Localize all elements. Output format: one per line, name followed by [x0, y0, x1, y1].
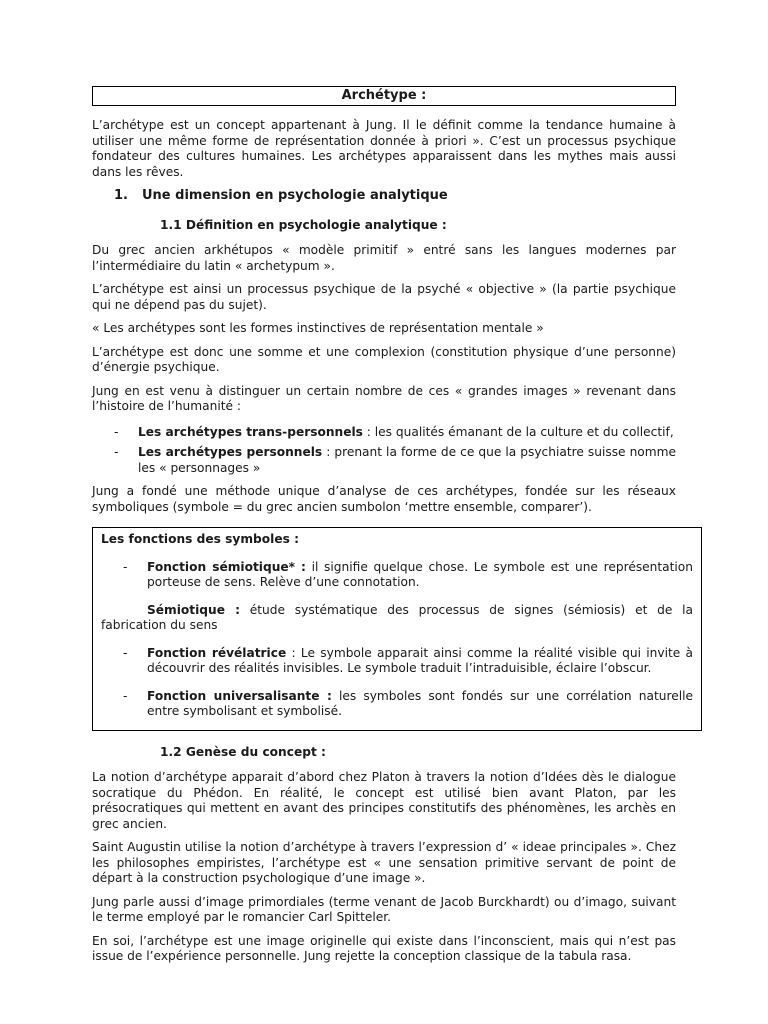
definition-text: étude systématique des processus de signes (sémiosis) et de la fabrication du sens: [101, 602, 693, 632]
semiotic-definition: [101, 603, 693, 634]
paragraph: Jung a fondé une méthode unique d’analyse de ces archétypes, fondée sur les réseaux symboliques (symbole = du grec ancien sumbolon ‘mettre ensemble, comparer’).: [92, 484, 676, 514]
list-item-term: Les archétypes personnels: [138, 445, 323, 459]
box-title: Les fonctions des symboles :: [101, 532, 299, 546]
function-text: : Le symbole apparait ainsi comme la réalité visible qui invite à découvrir des réalités invisibles. Le symbole traduit l’intraduisible, éclaire l’obscur.: [147, 645, 693, 675]
dash-bullet: -: [123, 688, 128, 703]
paragraph: Jung en est venu à distinguer un certain nombre de ces « grandes images » revenant dans l’histoire de l’humanité :: [92, 383, 676, 413]
function-text: les symboles sont fondés sur une corrélation naturelle entre symbolisant et symbolisé.: [147, 688, 693, 718]
function-text: il signifie quelque chose. Le symbole est une représentation porteuse de sens. Relève d’une connotation.: [147, 559, 693, 589]
paragraph: Du grec ancien arkhétupos « modèle primitif » entré sans les langues modernes par l’intermédiaire du latin « archetypum ».: [92, 243, 676, 273]
archetype-list: [92, 425, 676, 477]
paragraph: La notion d’archétype apparait d’abord chez Platon à travers la notion d’Idées dès le dialogue socratique du Phédon. En réalité, le concept est utilisé bien avant Platon, par les présocratiques qui mettent en avant des principes constitutifs des phénomènes, les archès en grec ancien.: [92, 770, 676, 831]
intro-paragraph: L’archétype est un concept appartenant à Jung. Il le définit comme la tendance humaine à utiliser une même forme de représentation donnée à priori ». C’est un processus psychique fondateur des cultures humaines. Les archétypes apparaissent dans les mythes mais aussi dans les rêves.: [92, 118, 676, 179]
function-item-universal: [101, 689, 693, 720]
page-title: Archétype :: [92, 86, 676, 106]
dash-bullet: -: [123, 559, 128, 574]
dash-bullet: -: [114, 445, 119, 459]
section-1-heading: [114, 188, 676, 204]
section-1-2-heading: 1.2 Genèse du concept :: [160, 744, 326, 759]
quote-paragraph: « Les archétypes sont les formes instinctives de représentation mentale »: [92, 321, 544, 335]
list-item-text: : les qualités émanant de la culture et du collectif,: [362, 424, 674, 439]
paragraph: L’archétype est donc une somme et une complexion (constitution physique d’une personne) d’énergie psychique.: [92, 344, 676, 374]
function-item-semiotic: [101, 560, 693, 591]
section-1-1-heading: 1.1 Définition en psychologie analytique :: [160, 217, 447, 232]
definition-term: Sémiotique :: [147, 602, 240, 617]
list-item: [92, 445, 676, 476]
paragraph: L’archétype est ainsi un processus psychique de la psyché « objective » (la partie psychique qui ne dépend pas du sujet).: [92, 282, 676, 312]
symbol-functions-box: [92, 527, 702, 731]
document-page: [92, 86, 693, 973]
function-term: Fonction révélatrice: [147, 645, 287, 660]
function-term: Fonction universalisante :: [147, 688, 332, 703]
section-1-title: Une dimension en psychologie analytique: [142, 188, 448, 203]
paragraph: Saint Augustin utilise la notion d’archétype à travers l’expression d’ « ideae principales ». Chez les philosophes empiristes, l’archétype est « une sensation primitive servant de point de départ à la construction psychologique d’une image ».: [92, 840, 676, 885]
paragraph: Jung parle aussi d’image primordiales (terme venant de Jacob Burckhardt) ou d’imago, suivant le terme employé par le romancier Carl Spitteler.: [92, 894, 676, 924]
dash-bullet: -: [123, 645, 128, 660]
list-item: [92, 425, 676, 441]
function-item-revelatory: [101, 646, 693, 677]
section-1-number: 1.: [114, 188, 128, 203]
list-item-term: Les archétypes trans-personnels: [138, 424, 363, 439]
list-item-text: : prenant la forme de ce que la psychiatre suisse nomme les « personnages »: [138, 445, 676, 475]
paragraph: En soi, l’archétype est une image originelle qui existe dans l’inconscient, mais qui n’est pas issue de l’expérience personnelle. Jung rejette la conception classique de la tabula rasa.: [92, 933, 676, 963]
function-term: Fonction sémiotique* :: [147, 559, 306, 574]
dash-bullet: -: [114, 424, 119, 439]
